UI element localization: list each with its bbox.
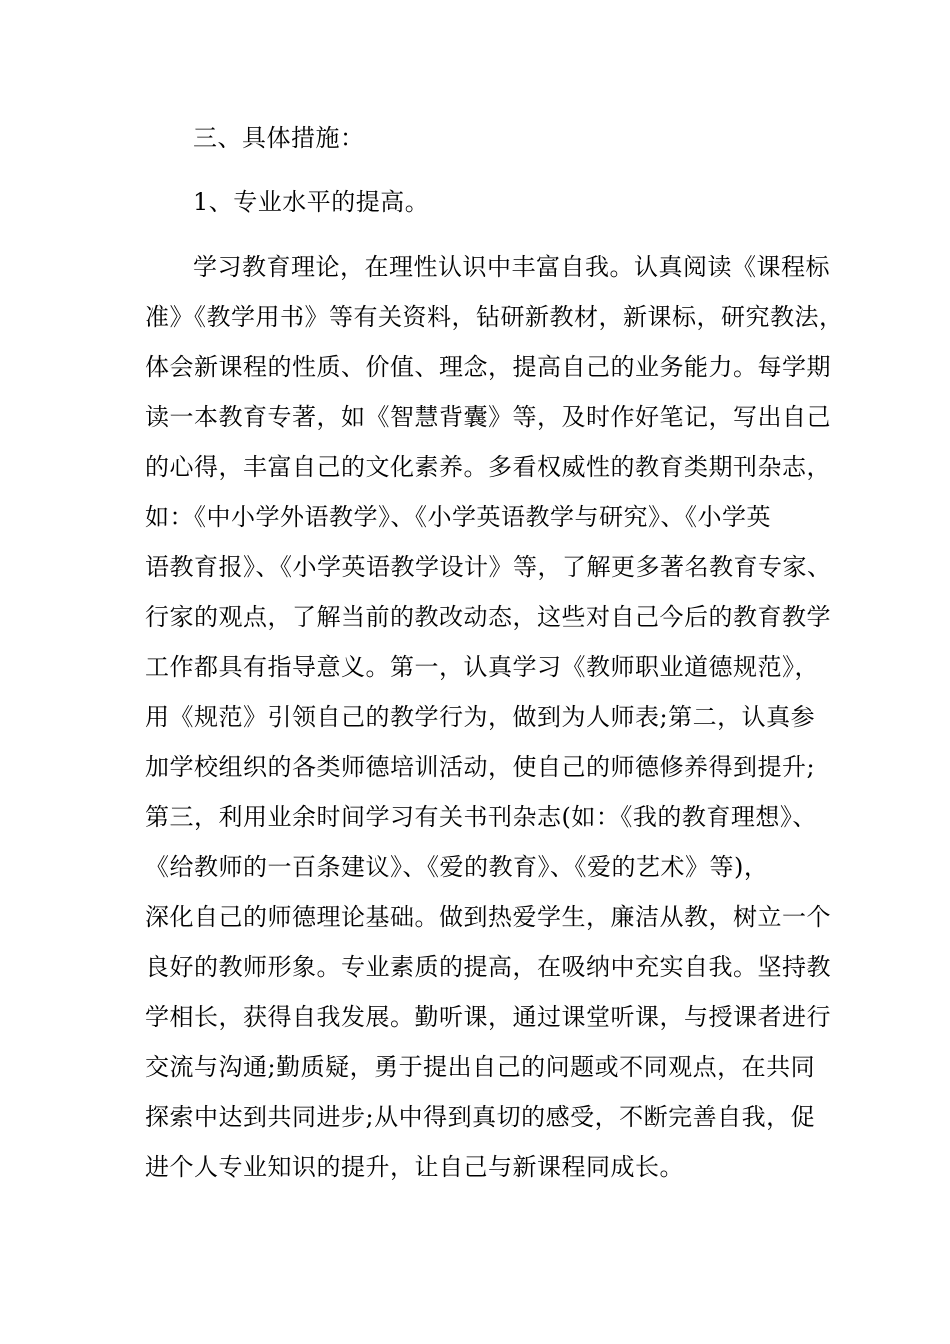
paragraph-line: 如：《中小学外语教学》、《小学英语教学与研究》、《小学英: [145, 503, 771, 531]
paragraph-line: 《给教师的一百条建议》、《爱的教育》、《爱的艺术》等)，: [145, 853, 769, 881]
paragraph-line: 深化自己的师德理论基础。做到热爱学生，廉洁从教，树立一个: [145, 903, 831, 931]
paragraph-line: 交流与沟通;勤质疑，勇于提出自己的问题或不同观点，在共同: [145, 1053, 816, 1081]
paragraph-line: 读一本教育专著，如《智慧背囊》等，及时作好笔记，写出自己: [145, 403, 831, 431]
paragraph-line: 行家的观点，了解当前的教改动态，这些对自己今后的教育教学: [145, 603, 831, 631]
paragraph-line: 加学校组织的各类师德培训活动，使自己的师德修养得到提升;: [145, 753, 816, 781]
body-paragraph: [145, 242, 844, 1192]
paragraph-line: 体会新课程的性质、价值、理念，提高自己的业务能力。每学期: [145, 353, 831, 381]
paragraph-line: 用《规范》引领自己的教学行为，做到为人师表;第二，认真参: [145, 703, 816, 731]
paragraph-line: 的心得，丰富自己的文化素养。多看权威性的教育类期刊杂志，: [145, 453, 831, 481]
paragraph-line: 第三，利用业余时间学习有关书刊杂志(如：《我的教育理想》、: [145, 803, 817, 831]
paragraph-line: 学相长，获得自我发展。勤听课，通过课堂听课，与授课者进行: [145, 1003, 831, 1031]
subsection-heading: 1、专业水平的提高。: [193, 188, 430, 216]
paragraph-line: 准》《教学用书》等有关资料，钻研新教材，新课标，研究教法，: [145, 303, 844, 331]
paragraph-line: 学习教育理论，在理性认识中丰富自我。认真阅读《课程标: [193, 253, 830, 281]
section-heading: 三、具体措施：: [193, 124, 365, 152]
paragraph-line: 工作都具有指导意义。第一，认真学习《教师职业道德规范》，: [145, 653, 819, 681]
paragraph-line: 良好的教师形象。专业素质的提高，在吸纳中充实自我。坚持教: [145, 953, 831, 981]
paragraph-line: 进个人专业知识的提升，让自己与新课程同成长。: [145, 1153, 684, 1181]
paragraph-line: 语教育报》、《小学英语教学设计》等，了解更多著名教育专家、: [145, 553, 832, 581]
paragraph-line: 探索中达到共同进步;从中得到真切的感受，不断完善自我，促: [145, 1103, 816, 1131]
